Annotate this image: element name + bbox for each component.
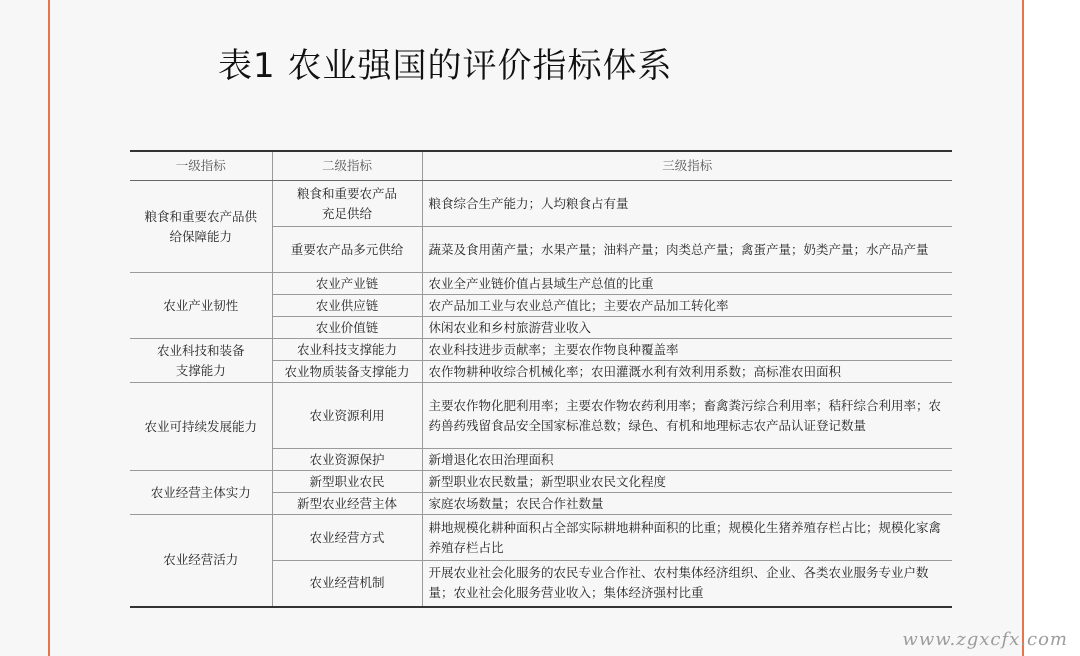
level2-cell: 农业经营机制 — [272, 561, 422, 607]
level3-cell: 新增退化农田治理面积 — [422, 449, 952, 471]
level3-cell: 粮食综合生产能力；人均粮食占有量 — [422, 181, 952, 227]
header-level2: 二级指标 — [272, 151, 422, 181]
right-margin-band — [1024, 0, 1080, 656]
level3-cell: 家庭农场数量；农民合作社数量 — [422, 493, 952, 515]
level1-cell: 农业经营主体实力 — [130, 471, 272, 515]
level1-cell: 农业可持续发展能力 — [130, 383, 272, 471]
level2-cell: 农业资源保护 — [272, 449, 422, 471]
level3-cell: 农业全产业链价值占县域生产总值的比重 — [422, 273, 952, 295]
level2-cell: 农业物质装备支撑能力 — [272, 361, 422, 383]
header-level1: 一级指标 — [130, 151, 272, 181]
table-row — [130, 273, 952, 295]
table-header-row — [130, 151, 952, 181]
table-title: 表1 农业强国的评价指标体系 — [218, 46, 673, 86]
level1-text: 粮食和重要农产品供给保障能力 — [144, 208, 257, 244]
indicator-table — [130, 150, 952, 608]
table-row — [130, 181, 952, 227]
level3-cell: 农作物耕种收综合机械化率；农田灌溉水利有效利用系数；高标准农田面积 — [422, 361, 952, 383]
site-watermark: www.zgxcfx.com — [902, 629, 1068, 650]
level1-cell — [130, 181, 272, 273]
level3-cell: 蔬菜及食用菌产量；水果产量；油料产量；肉类总产量；禽蛋产量；奶类产量；水产品产量 — [422, 227, 952, 273]
level3-cell: 休闲农业和乡村旅游营业收入 — [422, 317, 952, 339]
indicator-table-wrapper — [130, 150, 952, 608]
level2-cell: 农业产业链 — [272, 273, 422, 295]
level1-cell — [130, 339, 272, 383]
level2-cell: 农业供应链 — [272, 295, 422, 317]
level3-cell: 新型职业农民数量；新型职业农民文化程度 — [422, 471, 952, 493]
level1-text: 农业科技和装备支撑能力 — [156, 342, 245, 378]
table-row — [130, 339, 952, 361]
level3-cell: 耕地规模化耕种面积占全部实际耕地耕种面积的比重；规模化生猪养殖存栏占比；规模化家禽养殖存栏占比 — [422, 515, 952, 561]
level2-cell: 农业价值链 — [272, 317, 422, 339]
level1-cell: 农业产业韧性 — [130, 273, 272, 339]
level2-cell: 新型农业经营主体 — [272, 493, 422, 515]
level3-cell: 开展农业社会化服务的农民专业合作社、农村集体经济组织、企业、各类农业服务专业户数量；农业社会化服务营业收入；集体经济强村比重 — [422, 561, 952, 607]
level2-text: 粮食和重要农产品充足供给 — [296, 185, 397, 221]
level2-cell: 农业资源利用 — [272, 383, 422, 449]
level2-cell — [272, 181, 422, 227]
level2-cell: 农业科技支撑能力 — [272, 339, 422, 361]
table-row — [130, 515, 952, 561]
left-accent-rule — [48, 0, 50, 656]
level2-cell: 重要农产品多元供给 — [272, 227, 422, 273]
level3-cell: 农产品加工业与农业总产值比；主要农产品加工转化率 — [422, 295, 952, 317]
level2-cell: 农业经营方式 — [272, 515, 422, 561]
table-row — [130, 471, 952, 493]
level3-cell: 主要农作物化肥利用率；主要农作物农药利用率；畜禽粪污综合利用率；秸秆综合利用率；农药兽药残留食品安全国家标准总数；绿色、有机和地理标志农产品认证登记数量 — [422, 383, 952, 449]
level3-cell: 农业科技进步贡献率；主要农作物良种覆盖率 — [422, 339, 952, 361]
table-row — [130, 383, 952, 449]
header-level3: 三级指标 — [422, 151, 952, 181]
level2-cell: 新型职业农民 — [272, 471, 422, 493]
level1-cell: 农业经营活力 — [130, 515, 272, 607]
